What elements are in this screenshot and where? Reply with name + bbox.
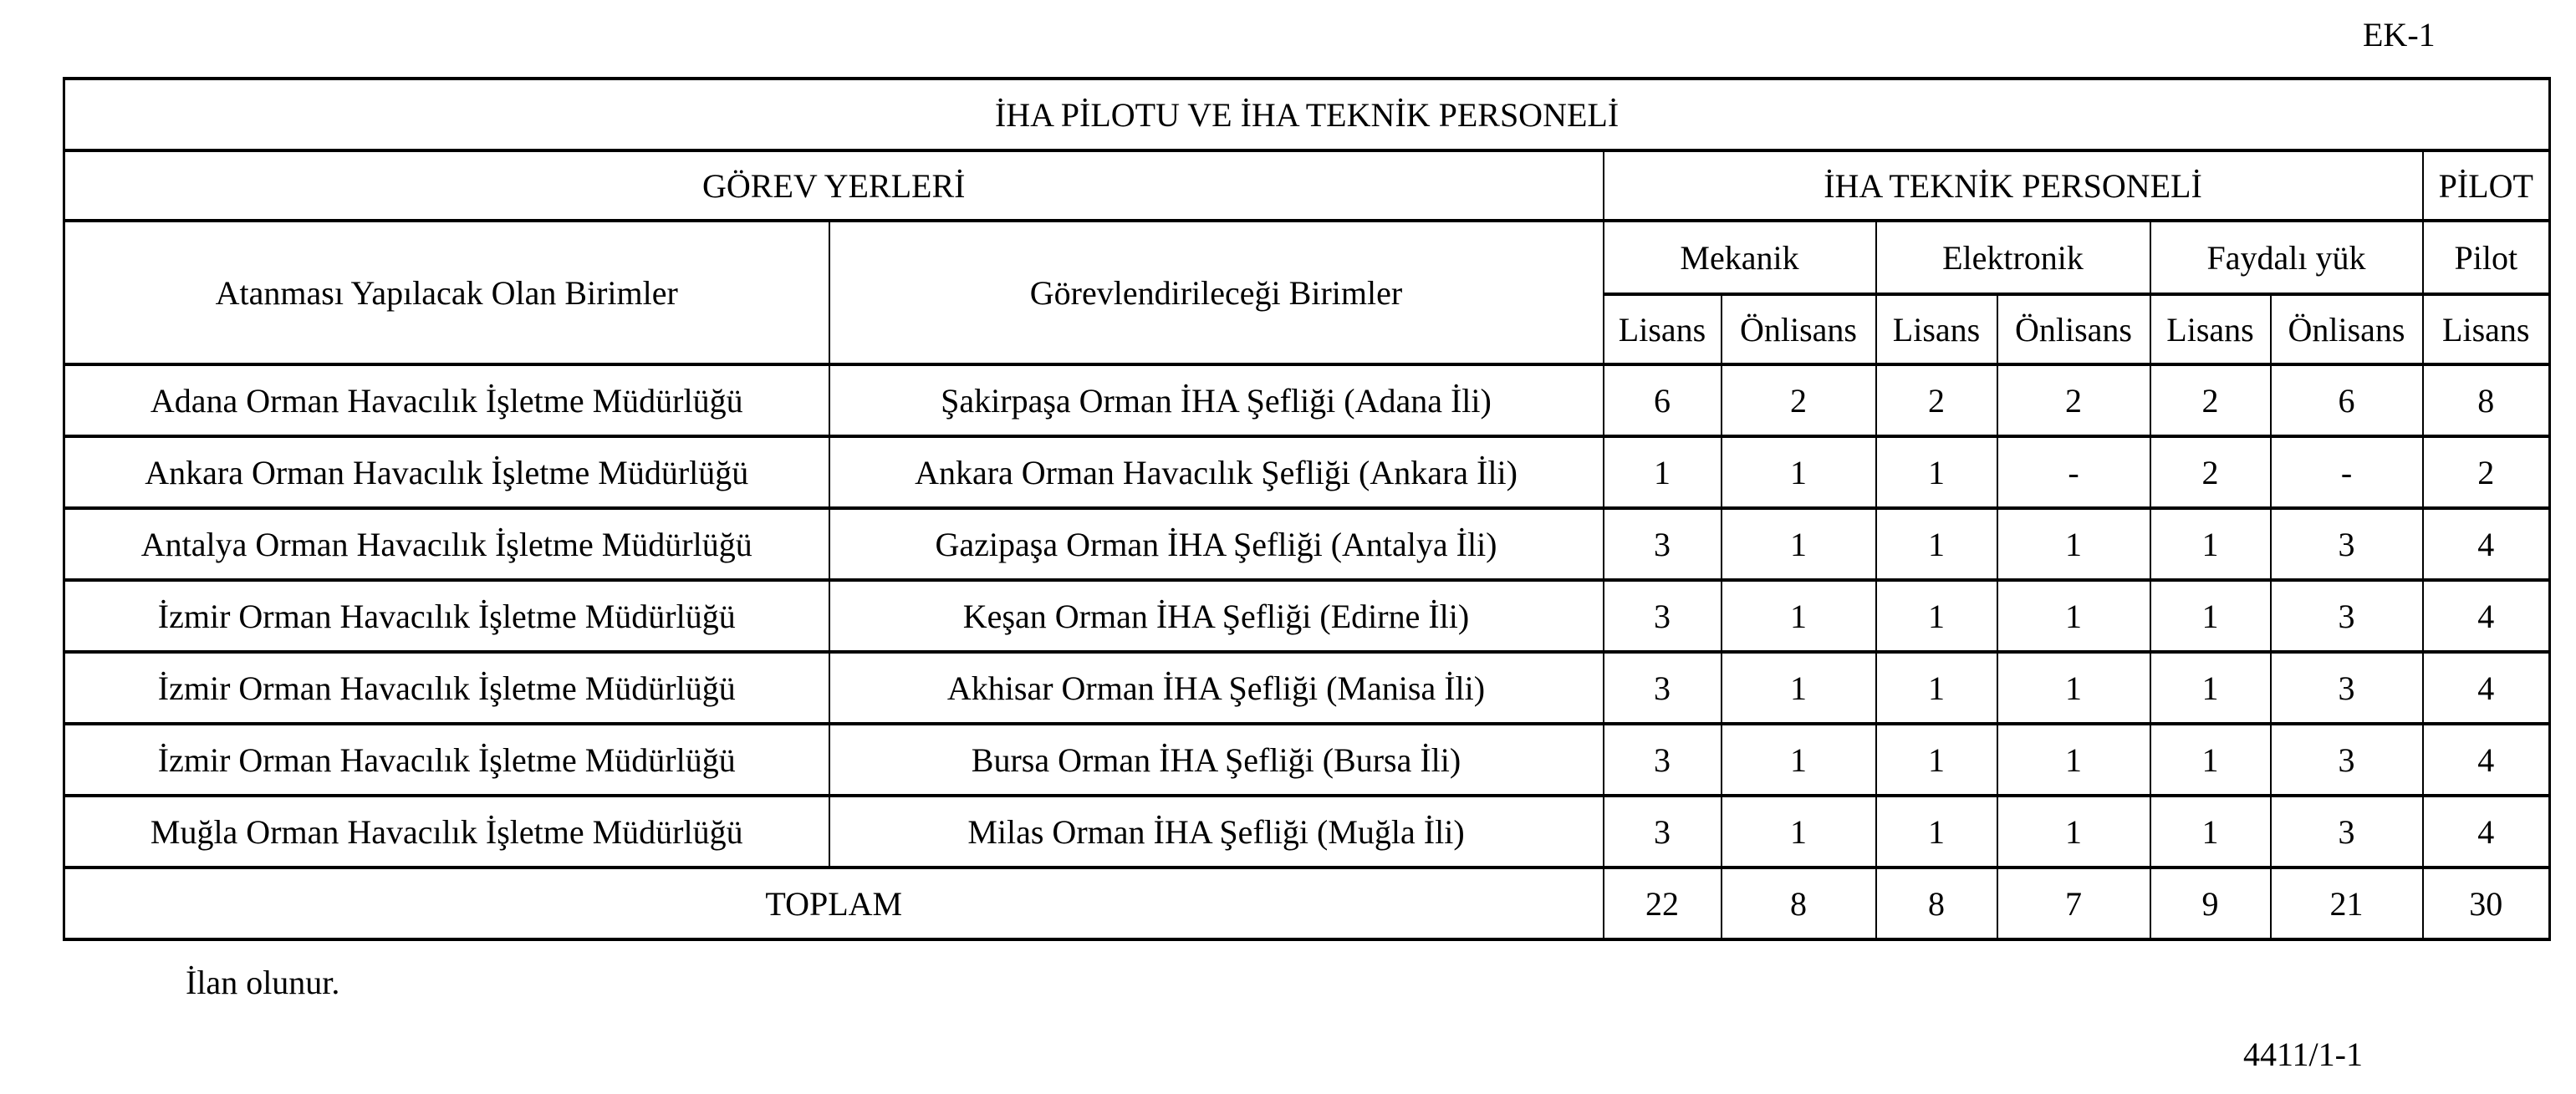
value-cell: 2 <box>1876 364 1997 436</box>
header-locations: GÖREV YERLERİ <box>64 150 1604 221</box>
value-cell: - <box>2271 436 2423 508</box>
value-cell: 2 <box>1722 364 1876 436</box>
assigned-unit-cell: İzmir Orman Havacılık İşletme Müdürlüğü <box>64 724 829 796</box>
value-cell: 2 <box>2423 436 2550 508</box>
subheader-önlisans: Önlisans <box>1997 294 2150 364</box>
value-cell: 4 <box>2423 724 2550 796</box>
value-cell: 6 <box>1604 364 1722 436</box>
assigned-unit-cell: Muğla Orman Havacılık İşletme Müdürlüğü <box>64 796 829 868</box>
duty-unit-cell: Milas Orman İHA Şefliği (Muğla İli) <box>829 796 1604 868</box>
total-value-cell: 30 <box>2423 868 2550 939</box>
value-cell: 1 <box>2150 580 2271 652</box>
value-cell: 1 <box>2150 652 2271 724</box>
value-cell: 1 <box>1997 580 2150 652</box>
value-cell: 1 <box>1876 580 1997 652</box>
footer-note: İlan olunur. <box>186 964 340 1001</box>
value-cell: 1 <box>1997 508 2150 580</box>
duty-unit-cell: Akhisar Orman İHA Şefliği (Manisa İli) <box>829 652 1604 724</box>
header-mechanical: Mekanik <box>1604 221 1876 294</box>
subheader-lisans: Lisans <box>2423 294 2550 364</box>
value-cell: 2 <box>1997 364 2150 436</box>
header-duty-units: Görevlendirileceği Birimler <box>829 221 1604 364</box>
header-technical: İHA TEKNİK PERSONELİ <box>1604 150 2423 221</box>
total-value-cell: 9 <box>2150 868 2271 939</box>
subheader-önlisans: Önlisans <box>1722 294 1876 364</box>
value-cell: 1 <box>2150 796 2271 868</box>
value-cell: 1 <box>1722 652 1876 724</box>
value-cell: 1 <box>1997 796 2150 868</box>
value-cell: 4 <box>2423 796 2550 868</box>
table-row <box>64 652 2550 724</box>
value-cell: - <box>1997 436 2150 508</box>
value-cell: 3 <box>1604 724 1722 796</box>
value-cell: 8 <box>2423 364 2550 436</box>
table-row <box>64 796 2550 868</box>
value-cell: 1 <box>1997 652 2150 724</box>
duty-unit-cell: Keşan Orman İHA Şefliği (Edirne İli) <box>829 580 1604 652</box>
value-cell: 1 <box>2150 724 2271 796</box>
value-cell: 1 <box>1997 724 2150 796</box>
value-cell: 1 <box>1722 580 1876 652</box>
annex-label: EK-1 <box>2363 16 2436 53</box>
value-cell: 6 <box>2271 364 2423 436</box>
value-cell: 3 <box>1604 580 1722 652</box>
header-electronic: Elektronik <box>1876 221 2150 294</box>
value-cell: 1 <box>1604 436 1722 508</box>
value-cell: 3 <box>1604 796 1722 868</box>
total-value-cell: 21 <box>2271 868 2423 939</box>
subheader-lisans: Lisans <box>2150 294 2271 364</box>
value-cell: 1 <box>1722 436 1876 508</box>
total-label: TOPLAM <box>64 868 1604 939</box>
value-cell: 4 <box>2423 580 2550 652</box>
table-row <box>64 436 2550 508</box>
total-value-cell: 7 <box>1997 868 2150 939</box>
total-value-cell: 22 <box>1604 868 1722 939</box>
value-cell: 4 <box>2423 652 2550 724</box>
subheader-önlisans: Önlisans <box>2271 294 2423 364</box>
value-cell: 1 <box>1722 508 1876 580</box>
value-cell: 1 <box>1722 724 1876 796</box>
header-pilot: PİLOT <box>2423 150 2550 221</box>
subheader-lisans: Lisans <box>1604 294 1722 364</box>
value-cell: 1 <box>1876 652 1997 724</box>
assigned-unit-cell: İzmir Orman Havacılık İşletme Müdürlüğü <box>64 652 829 724</box>
value-cell: 2 <box>2150 436 2271 508</box>
table-row <box>64 580 2550 652</box>
total-value-cell: 8 <box>1722 868 1876 939</box>
assigned-unit-cell: Ankara Orman Havacılık İşletme Müdürlüğü <box>64 436 829 508</box>
value-cell: 1 <box>1876 724 1997 796</box>
table-title: İHA PİLOTU VE İHA TEKNİK PERSONELİ <box>64 79 2550 150</box>
assigned-unit-cell: Antalya Orman Havacılık İşletme Müdürlüğü <box>64 508 829 580</box>
table-row <box>64 364 2550 436</box>
duty-unit-cell: Bursa Orman İHA Şefliği (Bursa İli) <box>829 724 1604 796</box>
header-pilot-sub: Pilot <box>2423 221 2550 294</box>
document-number: 4411/1-1 <box>2243 1035 2363 1073</box>
value-cell: 3 <box>2271 724 2423 796</box>
value-cell: 3 <box>2271 652 2423 724</box>
header-payload: Faydalı yük <box>2150 221 2423 294</box>
value-cell: 1 <box>1876 436 1997 508</box>
value-cell: 2 <box>2150 364 2271 436</box>
duty-unit-cell: Ankara Orman Havacılık Şefliği (Ankara İli) <box>829 436 1604 508</box>
assigned-unit-cell: İzmir Orman Havacılık İşletme Müdürlüğü <box>64 580 829 652</box>
value-cell: 3 <box>2271 580 2423 652</box>
value-cell: 3 <box>1604 652 1722 724</box>
value-cell: 1 <box>1876 508 1997 580</box>
value-cell: 3 <box>2271 796 2423 868</box>
value-cell: 3 <box>1604 508 1722 580</box>
total-value-cell: 8 <box>1876 868 1997 939</box>
table-row <box>64 508 2550 580</box>
value-cell: 1 <box>1722 796 1876 868</box>
table-row <box>64 724 2550 796</box>
duty-unit-cell: Şakirpaşa Orman İHA Şefliği (Adana İli) <box>829 364 1604 436</box>
header-assigned-units: Atanması Yapılacak Olan Birimler <box>64 221 829 364</box>
value-cell: 4 <box>2423 508 2550 580</box>
value-cell: 3 <box>2271 508 2423 580</box>
assigned-unit-cell: Adana Orman Havacılık İşletme Müdürlüğü <box>64 364 829 436</box>
subheader-lisans: Lisans <box>1876 294 1997 364</box>
value-cell: 1 <box>1876 796 1997 868</box>
personnel-table <box>63 77 2551 941</box>
duty-unit-cell: Gazipaşa Orman İHA Şefliği (Antalya İli) <box>829 508 1604 580</box>
value-cell: 1 <box>2150 508 2271 580</box>
